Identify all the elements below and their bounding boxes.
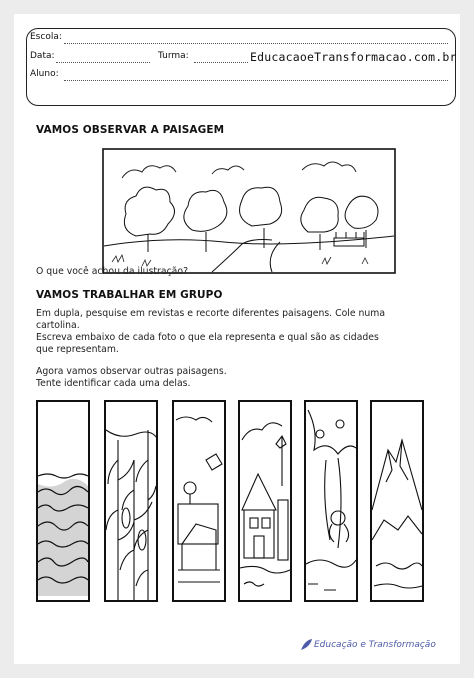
date-label: Data: xyxy=(30,51,55,61)
school-line xyxy=(64,43,448,44)
observe-line-1: Agora vamos observar outras paisagens. xyxy=(36,366,227,377)
student-line xyxy=(64,80,448,81)
village-strip-image xyxy=(238,400,292,602)
city-strip-image xyxy=(172,400,226,602)
school-label: Escola: xyxy=(30,32,62,42)
instruction-line-2: cartolina. xyxy=(36,320,80,331)
mountain-strip-image xyxy=(370,400,424,602)
landscape-illustration xyxy=(102,148,396,274)
section2-title: VAMOS TRABALHAR EM GRUPO xyxy=(36,289,223,301)
header-box xyxy=(26,28,456,106)
section1-question: O que você achou da ilustração? xyxy=(36,266,189,277)
footer-brand: Educação e Transformação xyxy=(314,640,436,650)
forest-strip-image xyxy=(304,400,358,602)
class-line xyxy=(194,62,248,63)
website-text: EducacaoeTransformacao.com.br xyxy=(250,50,457,64)
cornfield-strip-image xyxy=(104,400,158,602)
instruction-line-3: Escreva embaixo de cada foto o que ela representa e qual são as cidades xyxy=(36,332,379,343)
instruction-line-4: que representam. xyxy=(36,344,119,355)
worksheet-page xyxy=(14,14,460,664)
instruction-line-1: Em dupla, pesquise em revistas e recorte diferentes paisagens. Cole numa xyxy=(36,308,386,319)
class-label: Turma: xyxy=(158,51,189,61)
observe-line-2: Tente identificar cada uma delas. xyxy=(36,378,191,389)
student-label: Aluno: xyxy=(30,69,59,79)
section1-title: VAMOS OBSERVAR A PAISAGEM xyxy=(36,124,225,136)
sea-strip-image xyxy=(36,400,90,602)
brand-logo-icon xyxy=(300,638,313,652)
date-line xyxy=(56,62,150,63)
